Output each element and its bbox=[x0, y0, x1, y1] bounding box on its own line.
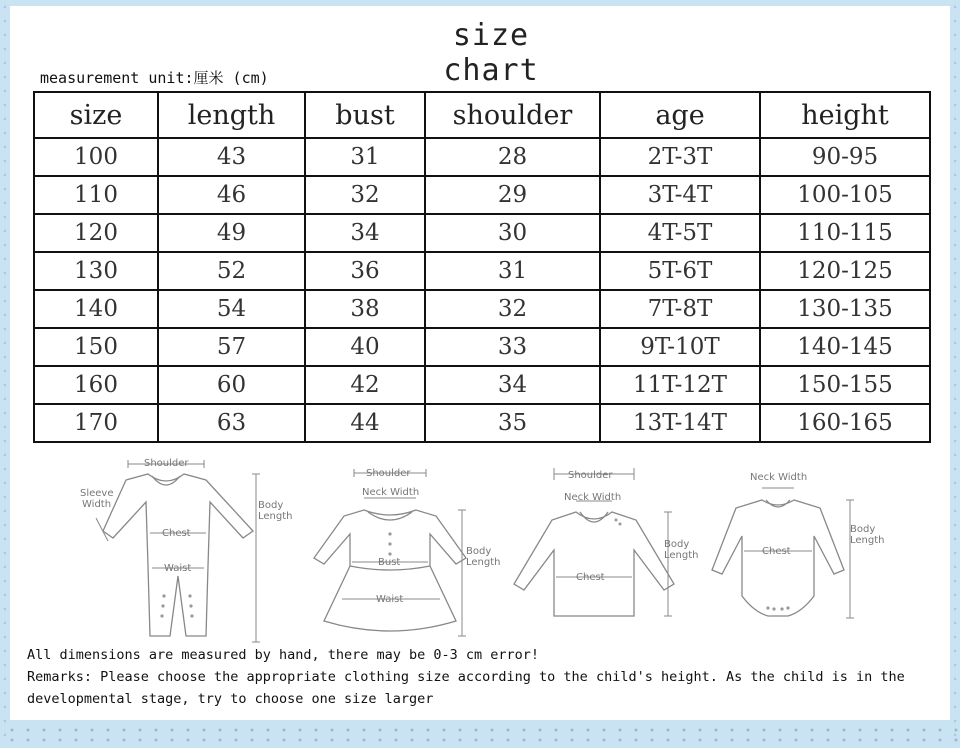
cell-age: 13T-14T bbox=[600, 404, 760, 442]
table-row bbox=[34, 290, 930, 328]
frame-border-bottom bbox=[0, 722, 960, 748]
cell-length: 52 bbox=[158, 252, 305, 290]
cell-age: 9T-10T bbox=[600, 328, 760, 366]
cell-age: 3T-4T bbox=[600, 176, 760, 214]
header-bust: bust bbox=[305, 92, 425, 138]
frame-border-right bbox=[950, 0, 960, 748]
jumpsuit-chest-label: Chest bbox=[162, 528, 191, 539]
cell-height: 100-105 bbox=[760, 176, 930, 214]
cell-shoulder: 34 bbox=[425, 366, 600, 404]
cell-bust: 34 bbox=[305, 214, 425, 252]
header-shoulder: shoulder bbox=[425, 92, 600, 138]
cell-height: 150-155 bbox=[760, 366, 930, 404]
shirt-chest-label: Chest bbox=[576, 572, 605, 583]
cell-length: 63 bbox=[158, 404, 305, 442]
jumpsuit-width-label: Width bbox=[82, 499, 112, 510]
cell-height: 120-125 bbox=[760, 252, 930, 290]
cell-bust: 44 bbox=[305, 404, 425, 442]
header-height: height bbox=[760, 92, 930, 138]
cell-bust: 38 bbox=[305, 290, 425, 328]
table-row bbox=[34, 138, 930, 176]
cell-height: 130-135 bbox=[760, 290, 930, 328]
romper-illustration bbox=[702, 446, 902, 646]
header-size: size bbox=[34, 92, 158, 138]
cell-shoulder: 32 bbox=[425, 290, 600, 328]
romper-diagram bbox=[702, 446, 902, 650]
table-row bbox=[34, 214, 930, 252]
measurement-unit-label: measurement unit:厘米 (cm) bbox=[40, 69, 269, 87]
shirt-diagram bbox=[508, 446, 708, 650]
shirt-neck-width-label: Neck Width bbox=[564, 492, 622, 503]
table-row bbox=[34, 176, 930, 214]
measurement-note: All dimensions are measured by hand, there may be 0-3 cm error! bbox=[27, 647, 540, 663]
cell-size: 140 bbox=[34, 290, 158, 328]
cell-shoulder: 30 bbox=[425, 214, 600, 252]
cell-height: 110-115 bbox=[760, 214, 930, 252]
romper-chest-label: Chest bbox=[762, 546, 791, 557]
cell-height: 160-165 bbox=[760, 404, 930, 442]
header-age: age bbox=[600, 92, 760, 138]
page-title: size chart bbox=[396, 18, 586, 93]
cell-bust: 32 bbox=[305, 176, 425, 214]
cell-age: 5T-6T bbox=[600, 252, 760, 290]
frame-border-left bbox=[0, 0, 10, 748]
cell-age: 4T-5T bbox=[600, 214, 760, 252]
romper-neck-width-label: Neck Width bbox=[750, 472, 808, 483]
dress-length-label: Length bbox=[466, 557, 501, 568]
remarks-note: Remarks: Please choose the appropriate clothing size according to the child's height. As the child is in the developmental stage, try to choose one size larger bbox=[27, 669, 905, 707]
jumpsuit-diagram bbox=[78, 446, 293, 650]
table-row bbox=[34, 328, 930, 366]
cell-bust: 31 bbox=[305, 138, 425, 176]
jumpsuit-body-label: Body bbox=[258, 500, 284, 511]
jumpsuit-sleeve-label: Sleeve bbox=[80, 488, 114, 499]
cell-length: 54 bbox=[158, 290, 305, 328]
dress-illustration bbox=[306, 446, 506, 646]
cell-size: 150 bbox=[34, 328, 158, 366]
cell-length: 49 bbox=[158, 214, 305, 252]
cell-size: 170 bbox=[34, 404, 158, 442]
cell-length: 57 bbox=[158, 328, 305, 366]
table-row bbox=[34, 252, 930, 290]
cell-age: 11T-12T bbox=[600, 366, 760, 404]
cell-size: 100 bbox=[34, 138, 158, 176]
cell-shoulder: 35 bbox=[425, 404, 600, 442]
shirt-shoulder-label: Shoulder bbox=[568, 470, 613, 481]
cell-height: 140-145 bbox=[760, 328, 930, 366]
garment-diagrams bbox=[70, 446, 890, 646]
cell-length: 43 bbox=[158, 138, 305, 176]
table-body bbox=[34, 138, 930, 442]
dress-neck-width-label: Neck Width bbox=[362, 487, 420, 498]
table-row bbox=[34, 404, 930, 442]
cell-length: 46 bbox=[158, 176, 305, 214]
jumpsuit-length-label: Length bbox=[258, 511, 293, 522]
shirt-illustration bbox=[508, 446, 708, 646]
cell-size: 110 bbox=[34, 176, 158, 214]
cell-age: 7T-8T bbox=[600, 290, 760, 328]
dress-diagram bbox=[306, 446, 506, 650]
table-row bbox=[34, 366, 930, 404]
dress-shoulder-label: Shoulder bbox=[366, 468, 411, 479]
romper-body-label: Body bbox=[850, 524, 876, 535]
cell-size: 120 bbox=[34, 214, 158, 252]
cell-shoulder: 33 bbox=[425, 328, 600, 366]
cell-bust: 36 bbox=[305, 252, 425, 290]
jumpsuit-waist-label: Waist bbox=[164, 563, 192, 574]
remarks bbox=[27, 644, 947, 710]
size-table bbox=[33, 91, 931, 443]
shirt-length-label: Length bbox=[664, 550, 699, 561]
cell-length: 60 bbox=[158, 366, 305, 404]
cell-height: 90-95 bbox=[760, 138, 930, 176]
cell-size: 160 bbox=[34, 366, 158, 404]
table-header-row bbox=[34, 92, 930, 138]
cell-shoulder: 31 bbox=[425, 252, 600, 290]
shirt-body-label: Body bbox=[664, 539, 690, 550]
header-length: length bbox=[158, 92, 305, 138]
jumpsuit-shoulder-label: Shoulder bbox=[144, 458, 189, 469]
size-chart-sheet bbox=[10, 6, 950, 720]
cell-bust: 42 bbox=[305, 366, 425, 404]
cell-bust: 40 bbox=[305, 328, 425, 366]
cell-size: 130 bbox=[34, 252, 158, 290]
cell-age: 2T-3T bbox=[600, 138, 760, 176]
dress-bust-label: Bust bbox=[378, 557, 401, 568]
romper-length-label: Length bbox=[850, 535, 885, 546]
cell-shoulder: 28 bbox=[425, 138, 600, 176]
dress-waist-label: Waist bbox=[376, 594, 404, 605]
jumpsuit-illustration bbox=[78, 446, 293, 646]
dress-body-label: Body bbox=[466, 546, 492, 557]
cell-shoulder: 29 bbox=[425, 176, 600, 214]
